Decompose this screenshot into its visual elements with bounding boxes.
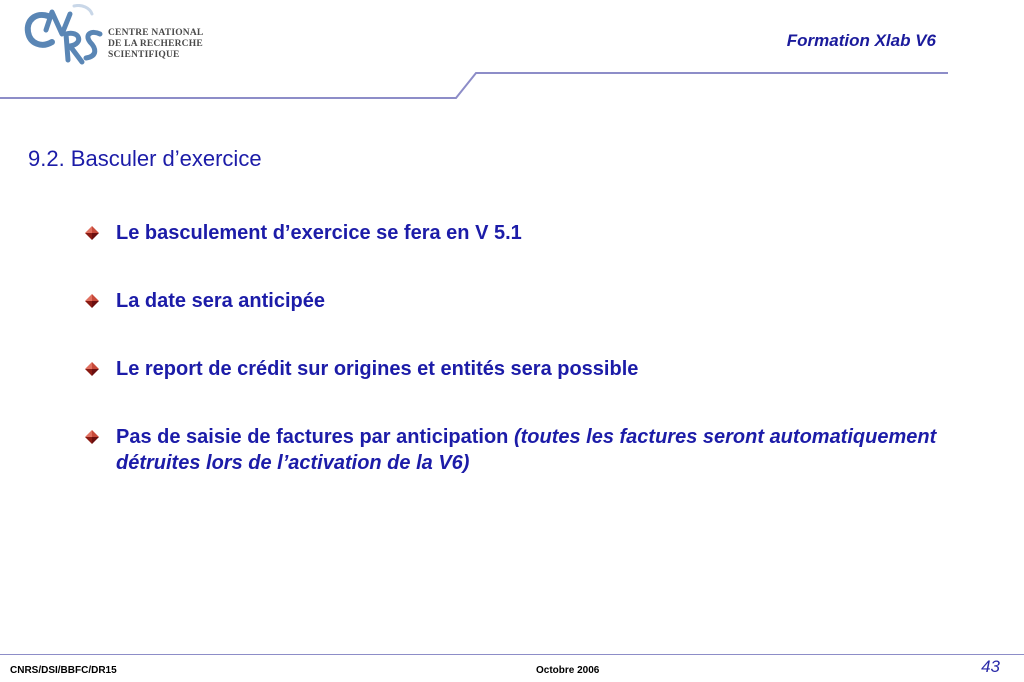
logo-line: CENTRE NATIONAL — [108, 28, 204, 38]
logo-line: DE LA RECHERCHE — [108, 39, 203, 49]
diamond-bullet-icon — [84, 361, 100, 377]
bullet-text: Pas de saisie de factures par anticipation — [116, 426, 514, 448]
bullet-italic-note: (toutes les factures seront automatiquement détruites lors de l’activation de la V6) — [116, 426, 937, 474]
bullet-list — [84, 220, 944, 476]
list-item — [84, 424, 944, 476]
slide-title: 9.2. Basculer d’exercice — [28, 146, 262, 171]
header-title: Formation Xlab V6 — [786, 31, 936, 50]
cnrs-logo-mark-icon — [22, 4, 106, 68]
diamond-bullet-icon — [84, 293, 100, 309]
footer-rule — [0, 654, 1024, 655]
page-number: 43 — [981, 657, 1000, 676]
header-rule — [0, 66, 1024, 102]
list-item — [84, 288, 944, 314]
footer-department: CNRS/DSI/BBFC/DR15 — [10, 665, 117, 676]
footer-date: Octobre 2006 — [536, 665, 600, 676]
diamond-bullet-icon — [84, 225, 100, 241]
bullet-text: La date sera anticipée — [116, 290, 325, 312]
bullet-text: Le basculement d’exercice se fera en V 5.1 — [116, 222, 522, 244]
logo-institution-name — [108, 28, 218, 61]
list-item — [84, 220, 944, 246]
bullet-text: Le report de crédit sur origines et entités sera possible — [116, 358, 639, 380]
list-item — [84, 356, 944, 382]
logo-line: SCIENTIFIQUE — [108, 50, 180, 60]
cnrs-logo — [22, 4, 212, 68]
diamond-bullet-icon — [84, 429, 100, 445]
